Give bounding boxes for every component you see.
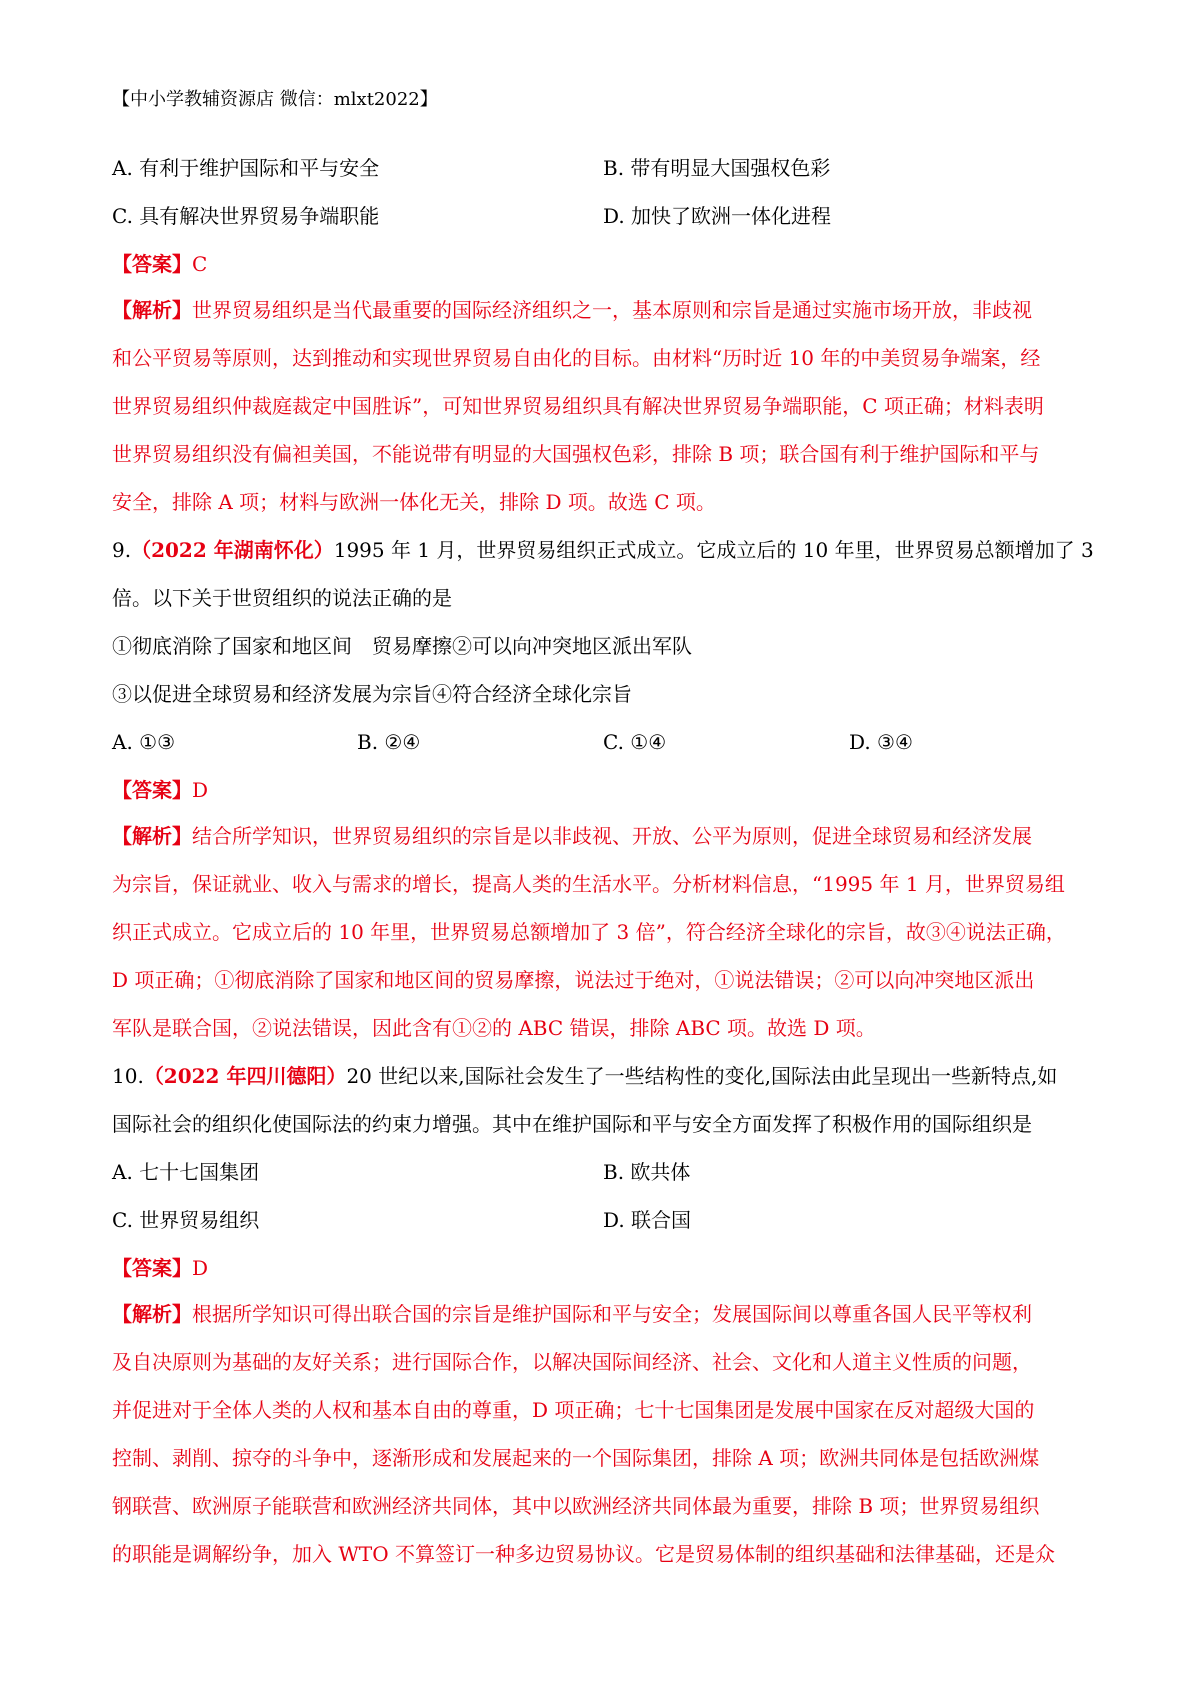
q8-answer-label: 【答案】 (112, 252, 192, 276)
q10-analysis (112, 1300, 1102, 1588)
q9-analysis-line: 结合所学知识，世界贸易组织的宗旨是以非歧视、开放、公平为原则，促进全球贸易和经济发展 (192, 824, 1032, 848)
q9-answer-value: D (192, 778, 209, 802)
q9-answer (112, 776, 1102, 804)
q9-analysis-line: 军队是联合国，②说法错误，因此含有①②的 ABC 错误，排除 ABC 项。故选 D 项。 (112, 1016, 876, 1040)
q10-analysis-line: 根据所学知识可得出联合国的宗旨是维护国际和平与安全；发展国际间以尊重各国人民平等权利 (192, 1302, 1032, 1326)
q9-option-c: C. ①④ (603, 730, 667, 754)
q8-analysis-line: 世界贸易组织没有偏袒美国，不能说带有明显的大国强权色彩，排除 B 项；联合国有利于维护国际和平与 (112, 442, 1040, 466)
q10-analysis-line: 钢联营、欧洲原子能联营和欧洲经济共同体，其中以欧洲经济共同体最为重要，排除 B 项；世界贸易组织 (112, 1494, 1040, 1518)
q9-analysis-line: D 项正确；①彻底消除了国家和地区间的贸易摩擦，说法过于绝对，①说法错误；②可以向冲突地区派出 (112, 968, 1035, 992)
q9-option-d: D. ③④ (849, 730, 913, 754)
q9-option-b: B. ②④ (357, 730, 421, 754)
q9-answer-label: 【答案】 (112, 778, 192, 802)
q8-option-c: C. 具有解决世界贸易争端职能 (112, 204, 380, 228)
q8-analysis-line: 世界贸易组织是当代最重要的国际经济组织之一，基本原则和宗旨是通过实施市场开放，非歧视 (192, 298, 1032, 322)
q9-stem-line: 1995 年 1 月，世界贸易组织正式成立。它成立后的 10 年里，世界贸易总额增加了 3 (333, 538, 1094, 562)
q8-analysis-line: 和公平贸易等原则，达到推动和实现世界贸易自由化的目标。由材料“历时近 10 年的中美贸易争端案，经 (112, 346, 1041, 370)
header-watermark: 【中小学教辅资源店 微信：mlxt2022】 (112, 89, 438, 110)
q9-stem (112, 536, 1112, 728)
q9-analysis (112, 822, 1102, 1062)
q10-number: 10. (112, 1064, 144, 1088)
q8-answer-value: C (192, 252, 208, 276)
q9-analysis-line: 织正式成立。它成立后的 10 年里，世界贸易总额增加了 3 倍”，符合经济全球化的宗旨，故③④说法正确， (112, 920, 1066, 944)
q9-stem-line: ③以促进全球贸易和经济发展为宗旨④符合经济全球化宗旨 (112, 682, 632, 706)
q10-stem-line: 20 世纪以来,国际社会发生了一些结构性的变化,国际法由此呈现出一些新特点,如 (346, 1064, 1058, 1088)
q9-source: （2022 年湖南怀化） (131, 538, 334, 562)
q8-analysis-line: 安全，排除 A 项；材料与欧洲一体化无关，排除 D 项。故选 C 项。 (112, 490, 716, 514)
q9-stem-line: ①彻底消除了国家和地区间 贸易摩擦②可以向冲突地区派出军队 (112, 634, 692, 658)
q9-analysis-line: 为宗旨，保证就业、收入与需求的增长，提高人类的生活水平。分析材料信息，“1995 年 1 月，世界贸易组 (112, 872, 1065, 896)
q10-answer-value: D (192, 1256, 209, 1280)
q9-number: 9. (112, 538, 132, 562)
q10-answer (112, 1254, 1102, 1282)
q10-source: （2022 年四川德阳） (143, 1064, 347, 1088)
q8-analysis (112, 296, 1102, 536)
q10-analysis-line: 的职能是调解纷争，加入 WTO 不算签订一种多边贸易协议。它是贸易体制的组织基础和法律基础，还是众 (112, 1542, 1056, 1566)
q8-analysis-label: 【解析】 (112, 298, 192, 322)
q10-analysis-line: 及自决原则为基础的友好关系；进行国际合作，以解决国际间经济、社会、文化和人道主义性质的问题， (112, 1350, 1032, 1374)
q9-option-a: A. ①③ (112, 730, 176, 754)
q10-option-a: A. 七十七国集团 (112, 1160, 260, 1184)
q10-analysis-label: 【解析】 (112, 1302, 192, 1326)
q10-analysis-line: 控制、剥削、掠夺的斗争中，逐渐形成和发展起来的一个国际集团，排除 A 项；欧洲共同体是包括欧洲煤 (112, 1446, 1040, 1470)
q9-stem-line: 倍。以下关于世贸组织的说法正确的是 (112, 586, 452, 610)
q9-analysis-label: 【解析】 (112, 824, 192, 848)
q8-option-d: D. 加快了欧洲一体化进程 (603, 204, 832, 228)
q10-option-b: B. 欧共体 (603, 1160, 691, 1184)
q8-answer (112, 250, 1102, 278)
q8-option-a: A. 有利于维护国际和平与安全 (112, 156, 380, 180)
q8-analysis-line: 世界贸易组织仲裁庭裁定中国胜诉”，可知世界贸易组织具有解决世界贸易争端职能，C 项正确；材料表明 (112, 394, 1044, 418)
q10-option-c: C. 世界贸易组织 (112, 1208, 260, 1232)
q10-answer-label: 【答案】 (112, 1256, 192, 1280)
q8-option-b: B. 带有明显大国强权色彩 (603, 156, 831, 180)
q10-stem (112, 1062, 1112, 1158)
q10-stem-line: 国际社会的组织化使国际法的约束力增强。其中在维护国际和平与安全方面发挥了积极作用的国际组织是 (112, 1112, 1032, 1136)
q10-analysis-line: 并促进对于全体人类的人权和基本自由的尊重，D 项正确；七十七国集团是发展中国家在反对超级大国的 (112, 1398, 1035, 1422)
q10-option-d: D. 联合国 (603, 1208, 692, 1232)
